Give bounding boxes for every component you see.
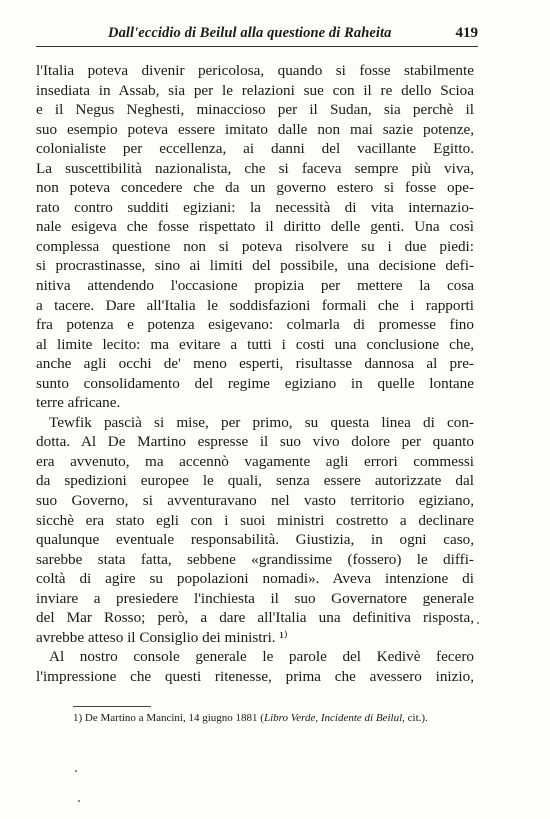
text-line: anche agli occhi de' meno esperti, risultasse dannosa al pre- [36,355,474,373]
text-line: l'Italia poteva divenir pericolosa, quando si fosse stabilmente [36,62,474,79]
text-line: da spedizioni europee le quali, senza essere autorizzate dal [36,472,474,490]
text-line: insediata in Assab, sia per le relazioni sue con il re dello Scioa [36,81,474,99]
text-line: coltà di agire su popolazioni nomadi». Aveva intenzione di [36,570,474,588]
text-line: dotta. Al De Martino espresse il suo vivo dolore per quanto [36,433,474,451]
text-line: Al nostro console generale le parole del Kedivè fecero [49,648,474,666]
text-line: rato contro sudditi egiziani: la necessità di vita internazio- [36,198,474,216]
text-line: era avvenuto, ma accennò vagamente agli errori commessi [36,452,474,470]
text-line: terre africane. [36,394,121,412]
running-title: Dall'eccidio di Beilul alla questione di Raheita [108,25,392,41]
text-line: sarebbe stata fatta, sebbene «grandissime (fossero) le diffi- [36,550,474,568]
text-line: non poteva concedere che da un governo estero si fosse ope- [36,179,474,197]
text-line: colonialiste per eccellenza, ai danni del vacillante Egitto. [36,140,474,158]
footnote-separator [73,706,151,707]
footnote-text-end: , cit.). [402,712,428,724]
text-line: suo Governo, si avventuravano nel vasto territorio egiziano, [36,492,474,510]
text-line: a tacere. Dare all'Italia le soddisfazioni formali che i rapporti [36,296,474,314]
scan-speck [78,800,80,802]
scan-speck [75,770,77,772]
footnote-text: De Martino a Mancini, 14 giugno 1881 ( [84,712,264,724]
text-line: si procrastinasse, sino ai limiti del possibile, una decisione defi- [36,257,474,275]
text-line: nitiva attendendo l'occasione propizia per mettere la cosa [36,277,474,295]
text-line: l'impressione che questi ritenesse, prima che avessero inizio, [36,667,474,685]
running-header [36,22,478,47]
page-number: 419 [455,25,478,41]
text-line: al limite lecito: ma evitare a tutti i costi una conclusione che, [36,335,474,353]
footnote [73,712,428,724]
text-line: fra potenza e potenza esigevano: colmarla di promesse fino [36,316,474,334]
text-line: sunto consolidamento del regime egiziano in quelle lontane [36,374,474,392]
text-line: complessa questione non si poteva risolvere su i due piedi: [36,237,474,255]
footnote-marker: 1) [73,712,83,724]
text-line: suo esempio poteva essere imitato dalle non mai sazie potenze, [36,120,474,138]
text-line: qualunque eventuale responsabilità. Giustizia, in ogni caso, [36,531,474,549]
text-line: nale esigeva che fosse rispettato il diritto delle genti. Una così [36,218,474,236]
text-line: e il Negus Neghesti, minaccioso per il Sudan, sia perchè il [36,101,474,119]
scan-speck [477,622,479,624]
text-line: avrebbe atteso il Consiglio dei ministri. ¹⁾ [36,628,288,646]
footnote-source-title: Libro Verde, Incidente di Beilul [263,712,403,724]
text-line: Tewfik pascià si mise, per primo, su questa linea di con- [49,413,474,431]
text-line: inviare a presiedere l'inchiesta il suo Governatore generale [36,589,474,607]
text-line: La suscettibilità nazionalista, che si faceva sempre più viva, [36,159,474,177]
text-line: sicchè era stato egli con i suoi ministri costretto a declinare [36,511,474,529]
body-text [36,61,474,687]
text-line: del Mar Rosso; però, a dare all'Italia una definitiva risposta, [36,609,474,627]
